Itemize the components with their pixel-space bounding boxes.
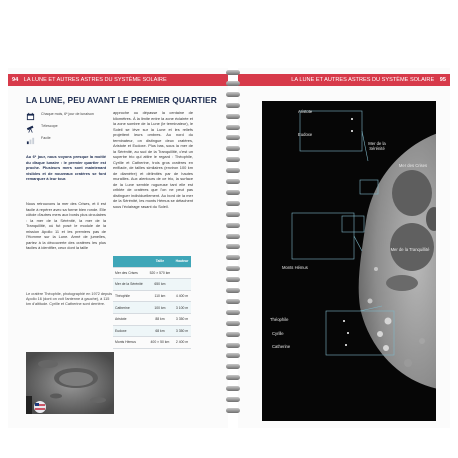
crater-table — [113, 256, 191, 349]
photo-caption: Le cratère Théophile, photographié en 1972 depuis Apollo 16 (dont on voit l'antenne à gauche), à 115 km d'altitude. Cyrille et Catherine sont derrière. — [26, 292, 113, 307]
table-cell — [173, 279, 191, 291]
table-cell: 650 km — [147, 279, 173, 291]
right-running-title: LA LUNE ET AUTRES ASTRES DU SYSTÈME SOLAIRE — [291, 77, 435, 83]
table-header-cell: Taille — [147, 256, 173, 267]
moon-figure — [262, 101, 436, 421]
table-row — [113, 337, 191, 349]
spiral-ring — [226, 212, 240, 217]
table-cell: 4 400 m — [173, 290, 191, 302]
spiral-ring — [226, 135, 240, 140]
label-tranquillite: Mer de la Tranquillité — [390, 247, 430, 252]
table-cell: 520 × 570 km — [147, 267, 173, 279]
apollo-badge — [34, 401, 46, 413]
table-cell: 3 100 m — [173, 302, 191, 314]
table-row — [113, 279, 191, 291]
table-cell: 3 350 m — [173, 313, 191, 325]
spiral-ring — [226, 408, 240, 413]
spiral-ring — [226, 168, 240, 173]
legend-text: Chaque mois, 6ᵉ jour de lunaison — [41, 112, 94, 116]
right-page-number: 95 — [439, 77, 446, 83]
table-row — [113, 313, 191, 325]
telescope-icon — [26, 124, 35, 133]
label-cyrille: Cyrille — [272, 331, 284, 336]
right-header-band — [238, 74, 450, 86]
spiral-ring — [226, 70, 240, 75]
legend — [26, 112, 106, 148]
spiral-ring — [226, 201, 240, 206]
spiral-ring — [226, 234, 240, 239]
spiral-ring — [226, 277, 240, 282]
table-cell: Mer des Crises — [113, 267, 147, 279]
intro-paragraph — [26, 154, 106, 182]
spiral-ring — [226, 255, 240, 260]
spiral-ring — [226, 386, 240, 391]
table-cell: Catherine — [113, 302, 147, 314]
label-crises: Mer des Crises — [398, 163, 428, 168]
table-header-cell: Hauteur — [173, 256, 191, 267]
spiral-ring — [226, 299, 240, 304]
intro-bold: Au 6ᵉ jour, nous voyons presque la moitié du disque lunaire : le premier quartier est proche. Plusieurs mers sont maintenant visibles et de nouveaux cratères se font remarquer à leur tour. — [26, 154, 106, 181]
mare-serenitatis — [392, 170, 432, 216]
legend-item — [26, 112, 106, 121]
label-catherine: Catherine — [272, 344, 291, 349]
table-row — [113, 290, 191, 302]
spiral-ring — [226, 244, 240, 249]
label-eudoxe: Eudoxe — [298, 132, 313, 137]
spiral-ring — [226, 310, 240, 315]
article-title: LA LUNE, PEU AVANT LE PREMIER QUARTIER — [26, 95, 217, 105]
spiral-binding — [226, 70, 240, 420]
spiral-ring — [226, 223, 240, 228]
spiral-ring — [226, 146, 240, 151]
table-cell: 400 × 50 km — [147, 337, 173, 349]
label-theophile: Théophile — [270, 317, 289, 322]
calendar-icon — [26, 112, 35, 121]
table-cell: Aristote — [113, 313, 147, 325]
crater-photo-image — [26, 352, 114, 414]
spiral-ring — [226, 179, 240, 184]
spiral-ring — [226, 343, 240, 348]
table-row — [113, 302, 191, 314]
spiral-ring — [226, 125, 240, 130]
table-cell: Mer de la Sérénité — [113, 279, 147, 291]
table-header-cell — [113, 256, 147, 267]
crater-photo — [26, 352, 114, 414]
table-cell: 100 km — [147, 302, 173, 314]
table-row — [113, 325, 191, 337]
spiral-ring — [226, 266, 240, 271]
body-right: approche ou dépasse la centaine de kilomètres. À la limite entre la zone éclairée et la zone sombre de la Lune (le terminateur), le Soleil se lève sur la Lune et les reliefs projettent leurs ombres. Au nord du terminateur, on distingue deux cratères, Aristote et Eudoxe. Plus bas, sous la mer de la Sérénité, au sud de la Tranquillité, c'est un superbe trio qui attire le regard : Théophile, Cyrille et Catherine, trois gros cratères en enfilade, de tailles similaires (environ 100 km de diamètre) et délimités par de hautes murailles. Aux alentours de ce trio, la surface de la Lune semble rugueuse tant elle est criblée de cratères que l'on ne peut pas distinguer individuellement. Au bord de la mer de la Sérénité, les monts Hémus se détachent sous l'éclairage rasant du Soleil. — [113, 110, 193, 209]
table-row — [113, 267, 191, 279]
moon-image — [262, 101, 436, 421]
table-cell — [173, 267, 191, 279]
body-left: Nous retrouvons la mer des Crises, et il est facile à repérer avec sa forme bien ronde. Elle côtoie d'autres mers aux bords plus circulaires : la mer de la Sérénité, la mer de la Tranquillité, où fut posé le module de la mission Apollo 11 et les premiers pas de l'Homme sur la Lune. Armé de jumelles, partez à la découverte des cratères les plus faciles à identifier, ceux dont la taille — [26, 201, 106, 250]
spiral-ring — [226, 157, 240, 162]
table-cell: 88 km — [147, 313, 173, 325]
spiral-ring — [226, 114, 240, 119]
spiral-ring — [226, 364, 240, 369]
spiral-ring — [226, 190, 240, 195]
table-cell: 2 400 m — [173, 337, 191, 349]
spiral-ring — [226, 81, 240, 86]
spiral-ring — [226, 288, 240, 293]
spiral-ring — [226, 92, 240, 97]
label-hemus: Monts Hémus — [282, 265, 308, 270]
table-header-row — [113, 256, 191, 267]
legend-text: Facile — [41, 136, 51, 140]
table-cell: 68 km — [147, 325, 173, 337]
table-cell: Monts Hémus — [113, 337, 147, 349]
spiral-ring — [226, 375, 240, 380]
label-serenite: Mer de la Sérénité — [368, 141, 386, 151]
table-cell: 110 km — [147, 290, 173, 302]
table-cell: Théophile — [113, 290, 147, 302]
legend-text: Télescope — [41, 124, 58, 128]
table-cell: 3 350 m — [173, 325, 191, 337]
left-page-number: 94 — [12, 77, 19, 83]
table-cell: Eudoxe — [113, 325, 147, 337]
spiral-ring — [226, 103, 240, 108]
legend-item — [26, 124, 106, 133]
spiral-ring — [226, 332, 240, 337]
spiral-ring — [226, 353, 240, 358]
difficulty-icon — [26, 136, 35, 145]
spiral-ring — [226, 321, 240, 326]
legend-item — [26, 136, 106, 145]
label-aristote: Aristote — [298, 109, 313, 114]
left-header-band — [8, 74, 228, 86]
spiral-ring — [226, 397, 240, 402]
left-running-title: LA LUNE ET AUTRES ASTRES DU SYSTÈME SOLAIRE — [23, 77, 167, 83]
